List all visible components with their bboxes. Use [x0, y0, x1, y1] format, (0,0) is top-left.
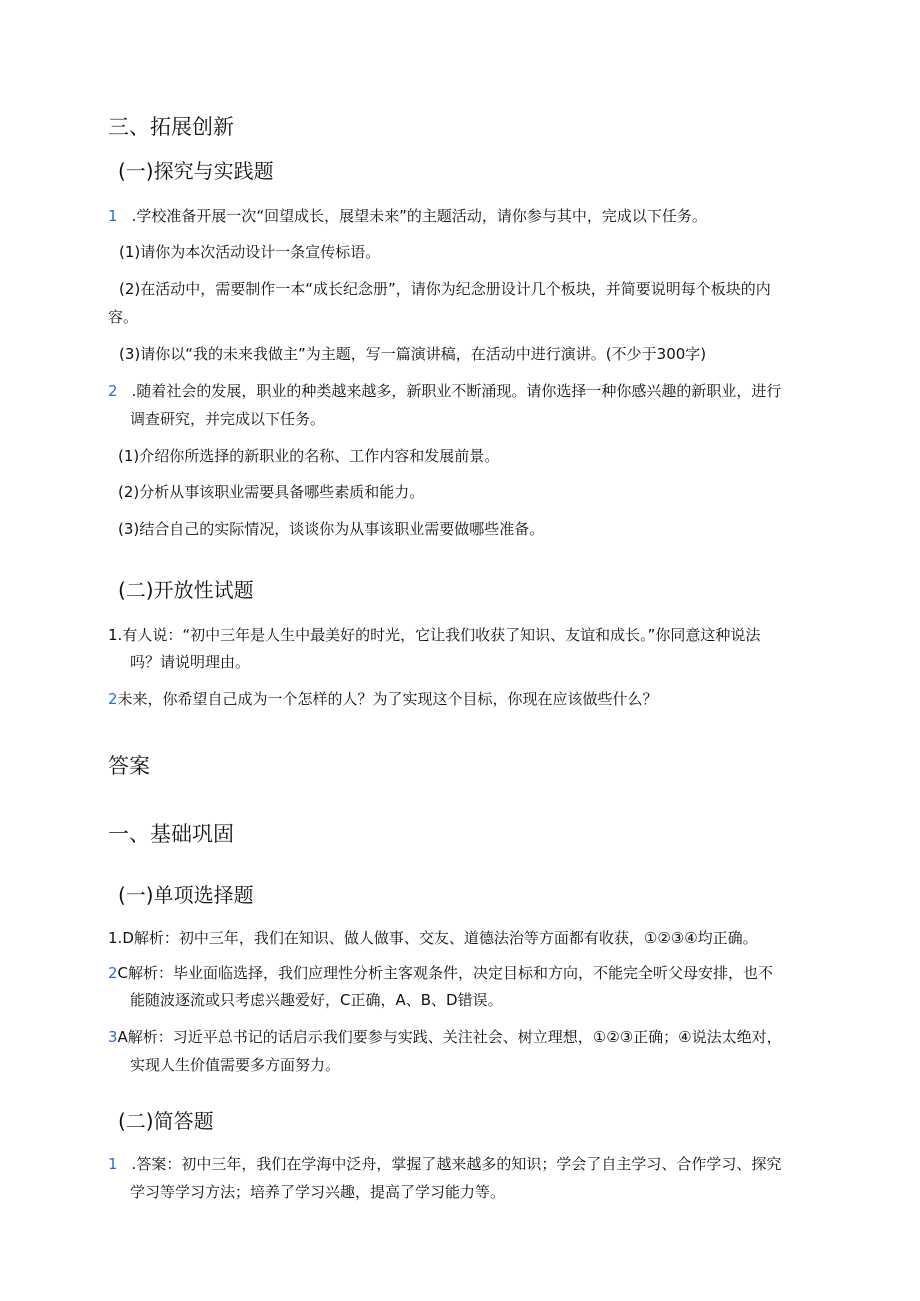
open-question-1 — [108, 622, 760, 648]
question-2-item-3: (3)结合自己的实际情况，谈谈你为从事该职业需要做哪些准备。 — [118, 520, 545, 538]
short-answer-1-cont: 学习等学习方法；培养了学习兴趣，提高了学习能力等。 — [130, 1183, 506, 1201]
question-1-item-2-cont: 容。 — [108, 308, 139, 326]
section-title-extension: 三、拓展创新 — [108, 115, 234, 139]
question-text: 未来，你希望自己成为一个怎样的人？为了实现这个目标，你现在应该做些什么？ — [117, 690, 658, 708]
question-2 — [108, 378, 781, 404]
answer-3-cont: 实现人生价值需要多方面努力。 — [130, 1056, 341, 1074]
section-title-basics: 一、基础巩固 — [108, 822, 234, 846]
subsection-title-single-choice: (一)单项选择题 — [118, 883, 254, 907]
answer-3 — [108, 1024, 782, 1050]
question-1-item-2: (2)在活动中，需要制作一本“成长纪念册”，请你为纪念册设计几个板块，并简要说明每个板块的内 — [119, 280, 771, 298]
answer-text: A解析：习近平总书记的话启示我们要参与实践、关注社会、树立理想，①②③正确；④说法太绝对， — [117, 1028, 782, 1046]
answer-text: .答案：初中三年，我们在学海中泛舟，掌握了越来越多的知识；学会了自主学习、合作学习、探究 — [131, 1155, 782, 1173]
open-question-2 — [108, 686, 658, 712]
question-1-item-3: (3)请你以“我的未来我做主”为主题，写一篇演讲稿，在活动中进行演讲。(不少于300字) — [119, 345, 707, 363]
question-1 — [108, 203, 707, 229]
question-number: 2 — [108, 690, 118, 708]
answer-2-cont: 能随波逐流或只考虑兴趣爱好，C正确，A、B、D错误。 — [130, 991, 503, 1009]
open-question-1-cont: 吗？请说明理由。 — [130, 653, 251, 671]
answer-number: 3 — [108, 1028, 118, 1046]
question-2-item-1: (1)介绍你所选择的新职业的名称、工作内容和发展前景。 — [118, 447, 500, 465]
answer-2 — [108, 960, 773, 986]
answer-number: 1 — [108, 929, 118, 947]
subsection-title-inquiry: (一)探究与实践题 — [118, 159, 274, 183]
subsection-title-short-answer: (二)简答题 — [118, 1109, 214, 1133]
question-number: 2 — [108, 382, 118, 400]
subsection-title-open: (二)开放性试题 — [118, 578, 254, 602]
answer-1 — [108, 925, 758, 951]
answer-text: C解析：毕业面临选择，我们应理性分析主客观条件，决定目标和方向，不能完全听父母安排，也不 — [117, 964, 774, 982]
question-text: .学校准备开展一次“回望成长，展望未来”的主题活动，请你参与其中，完成以下任务。 — [131, 207, 707, 225]
question-text: .随着社会的发展，职业的种类越来越多，新职业不断涌现。请你选择一种你感兴趣的新职业，进行 — [131, 382, 782, 400]
answer-number: 2 — [108, 964, 118, 982]
answers-title: 答案 — [108, 754, 150, 778]
question-number: 1 — [108, 626, 118, 644]
question-1-item-1: (1)请你为本次活动设计一条宣传标语。 — [119, 243, 381, 261]
answer-text: .D解析：初中三年，我们在知识、做人做事、交友、道德法治等方面都有收获，①②③④均正确。 — [117, 929, 758, 947]
question-2-cont: 调查研究，并完成以下任务。 — [130, 410, 326, 428]
answer-number: 1 — [108, 1155, 118, 1173]
short-answer-1 — [108, 1151, 781, 1177]
question-number: 1 — [108, 207, 118, 225]
question-text: .有人说：“初中三年是人生中最美好的时光，它让我们收获了知识、友谊和成长。”你同意这种说法 — [117, 626, 761, 644]
question-2-item-2: (2)分析从事该职业需要具备哪些素质和能力。 — [118, 483, 425, 501]
